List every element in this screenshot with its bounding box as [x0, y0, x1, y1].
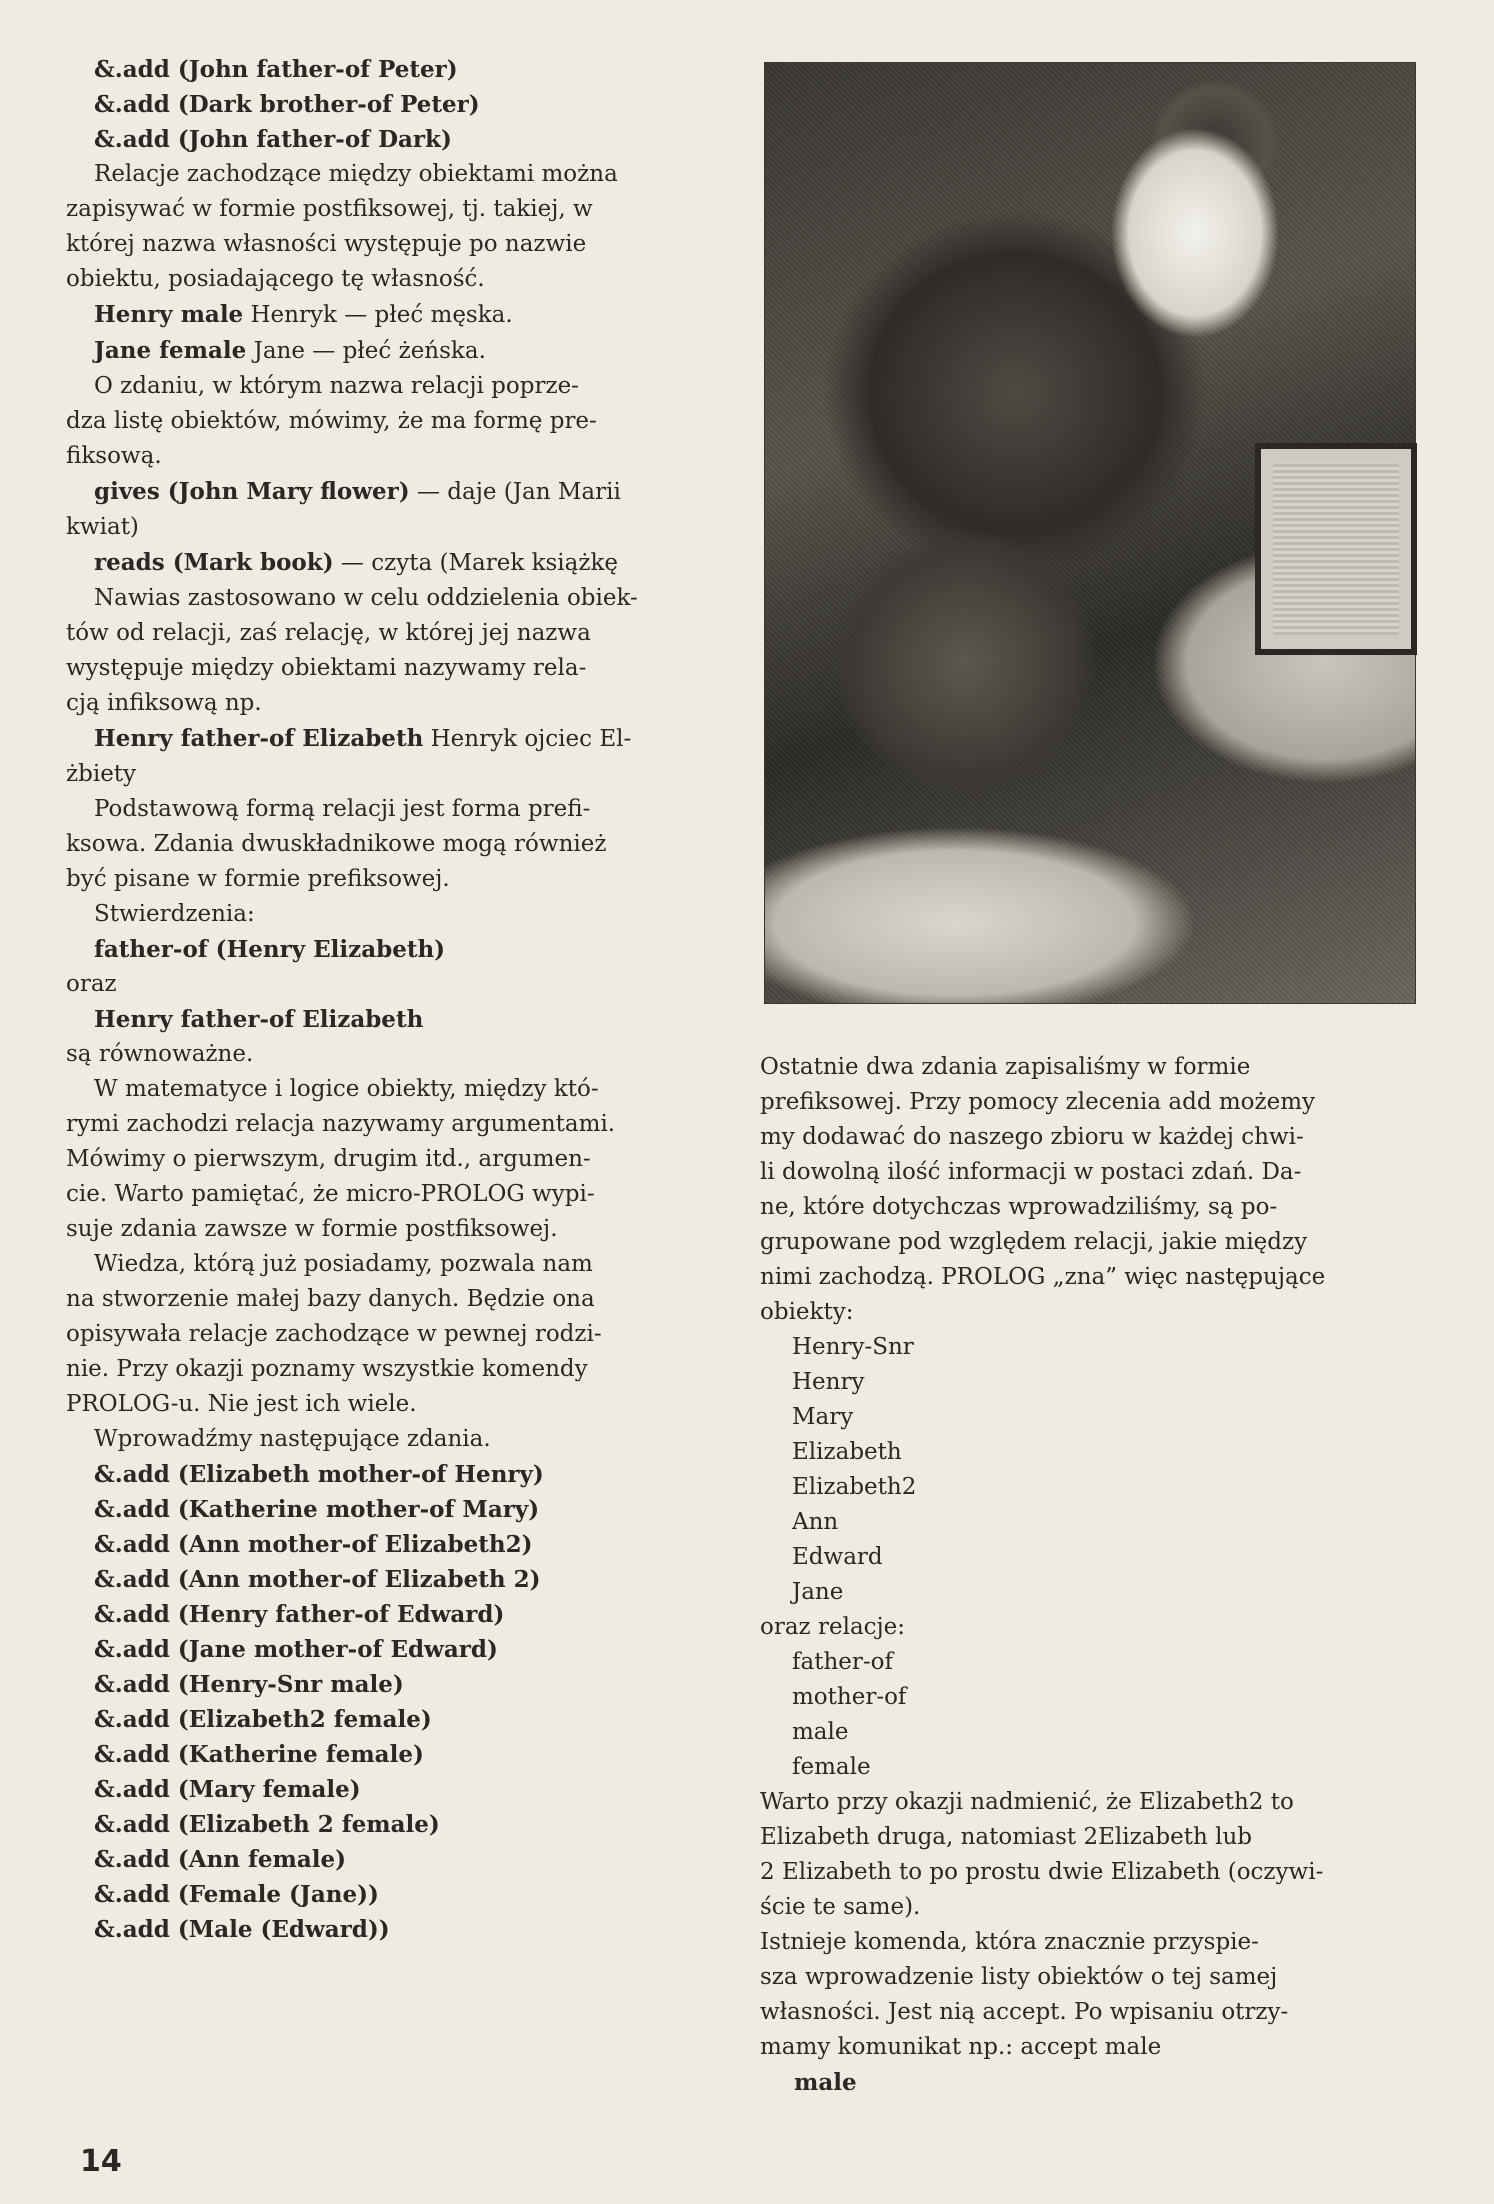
- left-column: [66, 52, 718, 1947]
- code-line: &.add (Henry father-of Edward): [94, 1601, 505, 1628]
- text-line: Wiedza, którą już posiadamy, pozwala nam: [94, 1251, 593, 1277]
- closing-code-line: male: [794, 2069, 857, 2096]
- relation-item: female: [792, 1754, 871, 1780]
- code-line: father-of (Henry Elizabeth): [94, 936, 446, 963]
- page-number: 14: [80, 2144, 122, 2179]
- text-line: cie. Warto pamiętać, że micro-PROLOG wypi-: [66, 1181, 595, 1207]
- text-fragment: Henryk ojciec El-: [423, 726, 632, 752]
- text-line: Ostatnie dwa zdania zapisaliśmy w formie: [760, 1054, 1251, 1080]
- text-line: obiektu, posiadającego tę własność.: [66, 266, 485, 292]
- code-fragment: Henry father-of Elizabeth: [94, 725, 424, 752]
- text-line: fiksową.: [66, 443, 162, 469]
- code-line: Henry father-of Elizabeth: [94, 1006, 424, 1033]
- text-line: mamy komunikat np.: accept male: [760, 2034, 1162, 2060]
- text-line: są równoważne.: [66, 1041, 254, 1067]
- relations-list: [760, 1645, 1420, 1785]
- relation-item: mother-of: [792, 1684, 907, 1710]
- example-line: [66, 545, 718, 581]
- object-item: Henry: [792, 1369, 865, 1395]
- text-line: której nazwa własności występuje po nazwie: [66, 231, 587, 257]
- text-line: cją infiksową np.: [66, 690, 262, 716]
- right-closing-paragraph: [760, 1925, 1420, 2065]
- text-line: prefiksowej. Przy pomocy zlecenia add możemy: [760, 1089, 1316, 1115]
- object-item: Elizabeth: [792, 1439, 902, 1465]
- text-line: Wprowadźmy następujące zdania.: [94, 1426, 491, 1452]
- text-line: ksowa. Zdania dwuskładnikowe mogą również: [66, 831, 607, 857]
- object-item: Elizabeth2: [792, 1474, 917, 1500]
- code-line: &.add (Elizabeth mother-of Henry): [94, 1461, 544, 1488]
- text-line: Relacje zachodzące między obiektami można: [94, 161, 618, 187]
- object-item: Edward: [792, 1544, 883, 1570]
- example-line: [66, 333, 718, 369]
- text-fragment: Jane — płeć żeńska.: [246, 338, 486, 364]
- text-line: być pisane w formie prefiksowej.: [66, 866, 450, 892]
- relation-item: male: [792, 1719, 849, 1745]
- code-line: &.add (Katherine mother-of Mary): [94, 1496, 540, 1523]
- object-item: Ann: [792, 1509, 839, 1535]
- text-line: sza wprowadzenie listy obiektów o tej samej: [760, 1964, 1278, 1990]
- right-column: [760, 1050, 1420, 2100]
- example-line: [66, 297, 718, 333]
- text-line: nimi zachodzą. PROLOG „zna” więc następujące: [760, 1264, 1326, 1290]
- code-line: &.add (John father-of Dark): [94, 126, 452, 153]
- text-line: własności. Jest nią accept. Po wpisaniu otrzy-: [760, 1999, 1289, 2025]
- code-fragment: Henry male: [94, 301, 244, 328]
- text-line: ście te same).: [760, 1894, 921, 1920]
- text-line: tów od relacji, zaś relację, w której jej nazwa: [66, 620, 591, 646]
- code-fragment: gives (John Mary flower): [94, 478, 410, 505]
- text-line: Warto przy okazji nadmienić, że Elizabeth2 to: [760, 1789, 1294, 1815]
- text-line: występuje między obiektami nazywamy rela-: [66, 655, 587, 681]
- text-line: Elizabeth druga, natomiast 2Elizabeth lub: [760, 1824, 1253, 1850]
- code-fragment: reads (Mark book): [94, 549, 334, 576]
- text-line: Mówimy o pierwszym, drugim itd., argumen-: [66, 1146, 591, 1172]
- object-item: Henry-Snr: [792, 1334, 914, 1360]
- text-line: na stworzenie małej bazy danych. Będzie ona: [66, 1286, 595, 1312]
- text-line: opisywała relacje zachodzące w pewnej rodzi-: [66, 1321, 602, 1347]
- code-line: &.add (Mary female): [94, 1776, 361, 1803]
- text-line: grupowane pod względem relacji, jakie między: [760, 1229, 1308, 1255]
- text-fragment: — czyta (Marek książkę: [333, 550, 619, 576]
- text-line: 2 Elizabeth to po prostu dwie Elizabeth (oczywi-: [760, 1859, 1324, 1885]
- objects-list: [760, 1330, 1420, 1610]
- text-line: W matematyce i logice obiekty, między któ-: [94, 1076, 599, 1102]
- text-line: PROLOG-u. Nie jest ich wiele.: [66, 1391, 417, 1417]
- relations-label: oraz relacje:: [760, 1614, 906, 1640]
- text-fragment: — daje (Jan Marii: [409, 479, 621, 505]
- text-line: oraz: [66, 971, 117, 997]
- text-line: kwiat): [66, 514, 139, 540]
- code-line: &.add (Jane mother-of Edward): [94, 1636, 498, 1663]
- example-line: [66, 721, 718, 757]
- text-fragment: Henryk — płeć męska.: [243, 302, 513, 328]
- text-line: żbiety: [66, 761, 137, 787]
- text-line: obiekty:: [760, 1299, 854, 1325]
- code-line: &.add (Elizabeth 2 female): [94, 1811, 440, 1838]
- text-line: nie. Przy okazji poznamy wszystkie komendy: [66, 1356, 588, 1382]
- code-line: &.add (Ann female): [94, 1846, 347, 1873]
- text-line: Podstawową formą relacji jest forma prefi-: [94, 796, 591, 822]
- code-line: &.add (Henry-Snr male): [94, 1671, 404, 1698]
- object-item: Mary: [792, 1404, 854, 1430]
- code-fragment: Jane female: [94, 337, 247, 364]
- code-line: &.add (Ann mother-of Elizabeth 2): [94, 1566, 541, 1593]
- example-line: [66, 474, 718, 510]
- text-line: suje zdania zawsze w formie postfiksowej.: [66, 1216, 558, 1242]
- text-line: li dowolną ilość informacji w postaci zdań. Da-: [760, 1159, 1302, 1185]
- code-line: &.add (Dark brother-of Peter): [94, 91, 480, 118]
- relation-item: father-of: [792, 1649, 894, 1675]
- text-line: Istnieje komenda, która znacznie przyspie-: [760, 1929, 1259, 1955]
- code-line: &.add (Male (Edward)): [94, 1916, 390, 1943]
- text-line: ne, które dotychczas wprowadziliśmy, są po-: [760, 1194, 1278, 1220]
- right-intro-paragraph: [760, 1050, 1420, 1330]
- object-item: Jane: [792, 1579, 844, 1605]
- text-line: dza listę obiektów, mówimy, że ma formę pre-: [66, 408, 597, 434]
- right-outro-paragraph: [760, 1785, 1420, 1925]
- text-line: Stwierdzenia:: [94, 901, 255, 927]
- code-line: &.add (Female (Jane)): [94, 1881, 379, 1908]
- text-line: my dodawać do naszego zbioru w każdej chwi-: [760, 1124, 1304, 1150]
- photo-person-at-computer: [764, 62, 1416, 1004]
- code-line: &.add (John father-of Peter): [94, 56, 458, 83]
- monitor-in-photo: [1255, 443, 1417, 655]
- text-line: rymi zachodzi relacja nazywamy argumentami.: [66, 1111, 616, 1137]
- code-line: &.add (Elizabeth2 female): [94, 1706, 432, 1733]
- text-line: Nawias zastosowano w celu oddzielenia obiek-: [94, 585, 638, 611]
- code-line: &.add (Ann mother-of Elizabeth2): [94, 1531, 533, 1558]
- text-line: zapisywać w formie postfiksowej, tj. takiej, w: [66, 196, 593, 222]
- text-line: O zdaniu, w którym nazwa relacji poprze-: [94, 373, 579, 399]
- code-line: &.add (Katherine female): [94, 1741, 424, 1768]
